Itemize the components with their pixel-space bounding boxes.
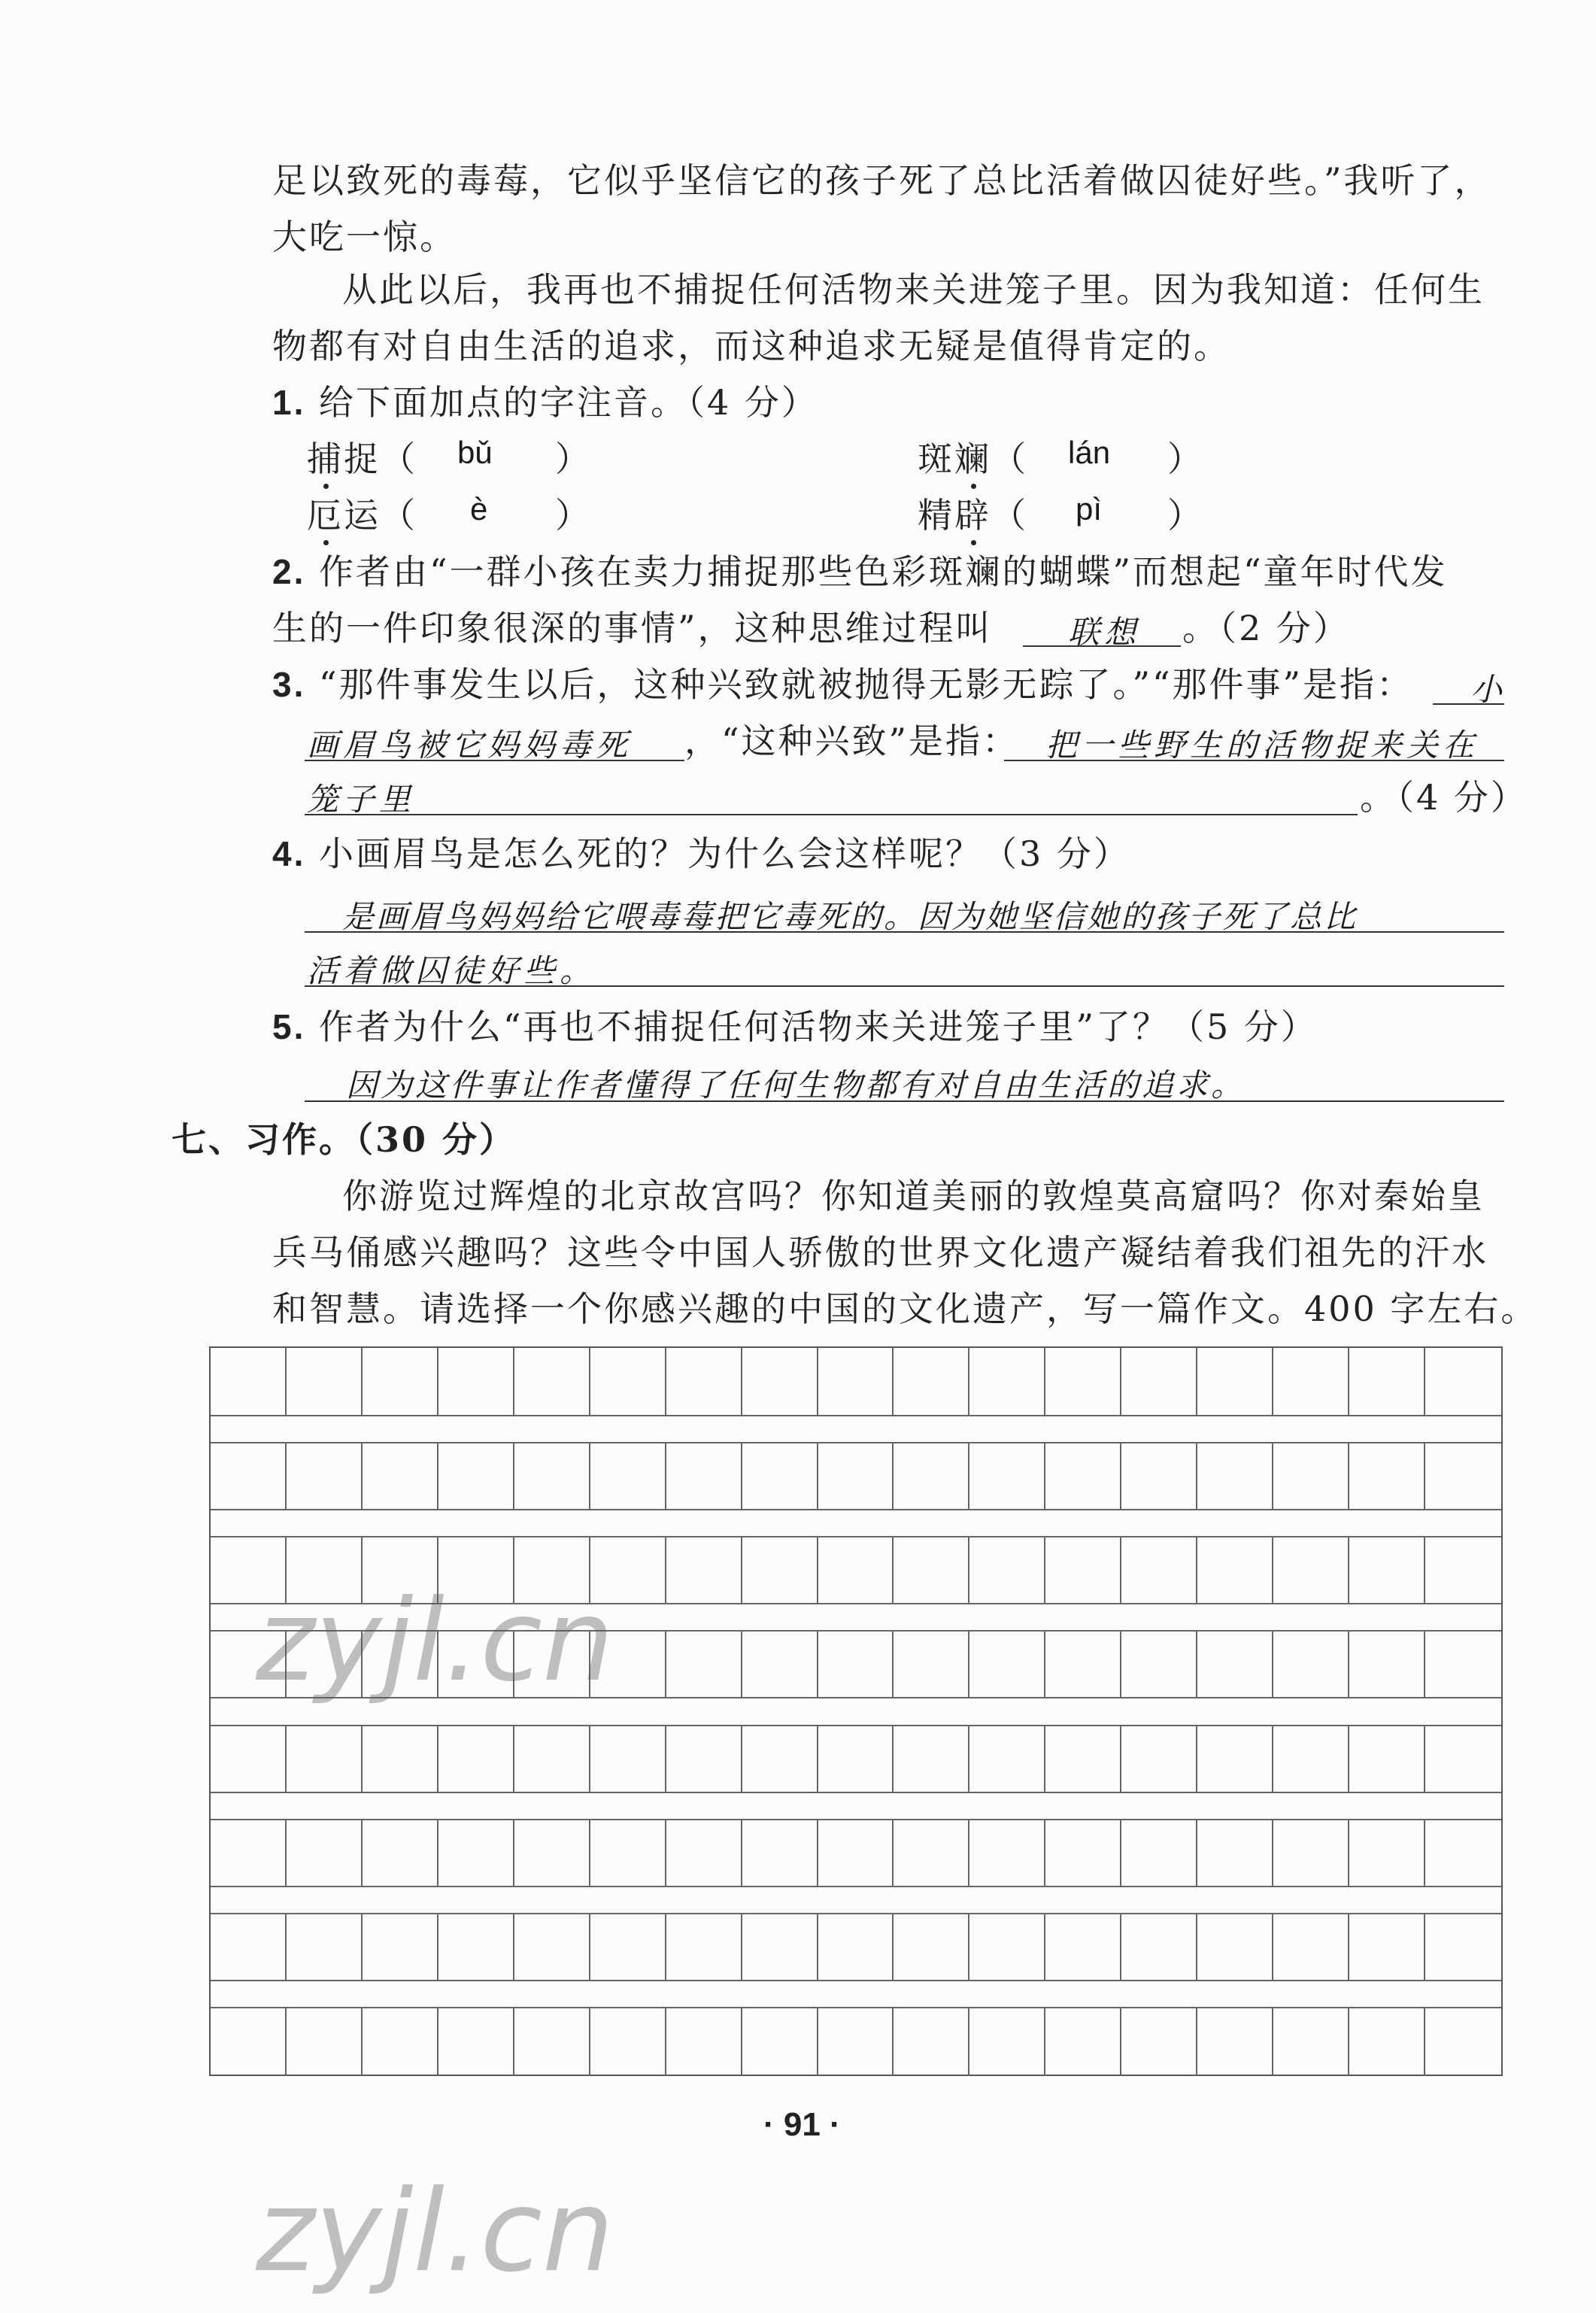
question-3 [272,662,1413,707]
grid-cell[interactable] [514,1913,590,1981]
passage-line: 大吃一惊。 [272,217,457,257]
question-text: “那件事发生以后，这种兴致就被抛得无影无踪了。”“那件事”是指： [319,664,1414,705]
grid-cell[interactable] [1121,1819,1197,1887]
grid-cell[interactable] [363,2007,438,2075]
grid-cell[interactable] [211,1725,287,1793]
grid-cell[interactable] [1197,1725,1273,1793]
grid-cell[interactable] [211,1819,287,1887]
paren: （ [991,439,1028,479]
grid-cell[interactable] [742,1630,818,1698]
answer-underline [1433,703,1504,705]
paren: ） [1167,439,1204,479]
grid-cell[interactable] [818,1442,894,1510]
grid-cell[interactable] [742,1913,818,1981]
grid-cell[interactable] [287,1348,363,1416]
grid-cell[interactable] [287,1913,363,1981]
grid-cell[interactable] [438,1442,514,1510]
answer-underline [305,931,1504,933]
question-text: 小画眉鸟是怎么死的？为什么会这样呢？（3 分） [319,833,1130,874]
prompt-line: 和智慧。请选择一个你感兴趣的中国的文化遗产，写一篇作文。400 字左右。 [272,1289,1538,1329]
dotted-char: 辟 [954,493,991,538]
grid-cell[interactable] [363,1725,438,1793]
grid-cell[interactable] [666,1819,742,1887]
answer-underline [1023,645,1181,647]
grid-cell[interactable] [1349,1348,1425,1416]
passage-line: 从此以后，我再也不捕捉任何活物来关进笼子里。因为我知道：任何生 [342,269,1485,310]
handwritten-answer: 活着做囚徒好些。 [307,952,596,989]
handwritten-answer: 把一些野生的活物捉来关在 [1045,727,1479,763]
paren: ） [1167,495,1204,536]
grid-cell[interactable] [1349,1442,1425,1510]
grid-cell[interactable] [742,2007,818,2075]
passage-line: 足以致死的毒莓，它似乎坚信它的孩子死了总比活着做囚徒好些。”我听了， [272,160,1491,201]
answer-underline [305,760,684,761]
grid-cell[interactable] [666,1348,742,1416]
grid-cell[interactable] [1121,1725,1197,1793]
paren: ） [555,495,592,536]
grid-cell[interactable] [742,1819,818,1887]
grid-cell[interactable] [1273,1442,1349,1510]
grid-cell[interactable] [590,1913,666,1981]
grid-cell[interactable] [438,1348,514,1416]
question-4 [272,831,1130,876]
grid-cell[interactable] [818,1348,894,1416]
question-text: ，“这种兴致”是指： [684,721,1020,761]
grid-cell[interactable] [1121,1913,1197,1981]
grid-cell[interactable] [590,1442,666,1510]
grid-cell[interactable] [894,1913,969,1981]
grid-cell[interactable] [1121,1442,1197,1510]
grid-cell[interactable] [363,1442,438,1510]
char: 精 [918,495,954,536]
grid-cell[interactable] [666,1442,742,1510]
question-text: 。（2 分） [1182,608,1350,648]
grid-cell[interactable] [1349,1536,1425,1604]
grid-cell[interactable] [287,1819,363,1887]
grid-row[interactable] [211,1442,1501,1510]
handwritten-answer: 笼子里 [307,781,416,818]
grid-cell[interactable] [514,2007,590,2075]
grid-cell[interactable] [666,1913,742,1981]
pinyin-answer: bǔ [457,435,493,470]
answer-underline [1004,760,1504,761]
handwritten-answer: 联想 [1068,614,1141,651]
answer-underline [305,1100,1504,1102]
grid-cell[interactable] [514,1442,590,1510]
paren: （ [381,439,417,479]
char: 捉 [344,439,381,479]
grid-cell[interactable] [818,1819,894,1887]
grid-cell[interactable] [1349,1819,1425,1887]
grid-cell[interactable] [211,2007,287,2075]
grid-cell[interactable] [894,1725,969,1793]
pinyin-answer: pì [1076,491,1103,527]
paren: ） [555,439,592,479]
grid-cell[interactable] [1197,1819,1273,1887]
grid-cell[interactable] [1273,2007,1349,2075]
pinyin-item [307,493,417,538]
grid-cell[interactable] [287,2007,363,2075]
grid-cell[interactable] [1197,1442,1273,1510]
grid-cell[interactable] [1349,1725,1425,1793]
grid-cell[interactable] [1273,1913,1349,1981]
grid-cell[interactable] [1045,1630,1121,1698]
grid-cell[interactable] [1121,1536,1197,1604]
prompt-line: 你游览过辉煌的北京故宫吗？你知道美丽的敦煌莫高窟吗？你对秦始皇 [342,1176,1485,1216]
dotted-char: 斓 [954,436,991,481]
passage-line: 物都有对自由生活的追求，而这种追求无疑是值得肯定的。 [272,326,1230,366]
handwritten-answer: 画眉鸟被它妈妈毒死 [307,727,633,763]
paren: （ [381,495,417,536]
grid-cell[interactable] [818,1630,894,1698]
grid-row[interactable] [211,1819,1501,1887]
question-text: 。（4 分） [1360,777,1528,818]
grid-cell[interactable] [1273,1819,1349,1887]
question-number: 4. [272,834,306,873]
pinyin-item [918,493,1028,538]
grid-row[interactable] [211,1348,1501,1416]
grid-cell[interactable] [1045,1819,1121,1887]
grid-cell[interactable] [1197,1630,1273,1698]
grid-cell[interactable] [894,2007,969,2075]
grid-cell[interactable] [1045,1442,1121,1510]
grid-cell[interactable] [894,1442,969,1510]
grid-cell[interactable] [969,1913,1045,1981]
question-number: 2. [272,552,306,591]
grid-cell[interactable] [969,1725,1045,1793]
grid-cell[interactable] [666,1536,742,1604]
question-number: 5. [272,1007,306,1046]
pinyin-answer: lán [1068,435,1111,470]
grid-cell[interactable] [1349,1630,1425,1698]
grid-cell[interactable] [818,2007,894,2075]
char: 斑 [918,439,954,479]
grid-cell[interactable] [894,1819,969,1887]
answer-underline [305,985,1504,987]
grid-cell[interactable] [1121,1348,1197,1416]
grid-cell[interactable] [818,1913,894,1981]
grid-cell[interactable] [287,1725,363,1793]
grid-cell[interactable] [969,1536,1045,1604]
grid-cell[interactable] [969,2007,1045,2075]
grid-cell[interactable] [1273,1725,1349,1793]
grid-cell[interactable] [1197,1536,1273,1604]
grid-cell[interactable] [969,1442,1045,1510]
prompt-line: 兵马俑感兴趣吗？这些令中国人骄傲的世界文化遗产凝结着我们祖先的汗水 [272,1232,1488,1273]
grid-cell[interactable] [514,1819,590,1887]
grid-cell[interactable] [1121,2007,1197,2075]
grid-cell[interactable] [287,1442,363,1510]
section-heading: 七、习作。（30 分） [171,1119,517,1160]
grid-cell[interactable] [211,1348,287,1416]
grid-cell[interactable] [1197,1913,1273,1981]
grid-cell[interactable] [363,1913,438,1981]
grid-cell[interactable] [590,1725,666,1793]
question-text: 作者为什么“再也不捕捉任何活物来关进笼子里”了？（5 分） [319,1006,1318,1047]
grid-cell[interactable] [1045,1536,1121,1604]
dotted-char: 厄 [307,493,344,538]
handwritten-answer: 是画眉鸟妈妈给它喂毒莓把它毒死的。因为她坚信她的孩子死了总比 [342,898,1358,935]
grid-cell[interactable] [1349,2007,1425,2075]
grid-cell[interactable] [1121,1630,1197,1698]
grid-cell[interactable] [438,1819,514,1887]
question-1 [272,380,818,425]
paren: （ [991,495,1028,536]
question-2 [272,549,1448,594]
question-text: 生的一件印象很深的事情”，这种思维过程叫 [272,608,993,648]
handwritten-answer: 小 [1470,671,1507,708]
dotted-char: 捕 [307,436,344,481]
page-number: · 91 · [763,2106,841,2143]
grid-cell[interactable] [1045,1725,1121,1793]
grid-cell[interactable] [969,1819,1045,1887]
grid-cell[interactable] [438,1913,514,1981]
pinyin-item [307,436,417,481]
grid-cell[interactable] [363,1819,438,1887]
char: 运 [344,495,381,536]
grid-row[interactable] [211,1913,1501,1981]
grid-cell[interactable] [590,2007,666,2075]
grid-row[interactable] [211,2007,1501,2075]
grid-cell[interactable] [1045,2007,1121,2075]
question-text: 作者由“一群小孩在卖力捕捉那些色彩斑斓的蝴蝶”而想起“童年时代发 [319,551,1448,592]
pinyin-answer: è [470,491,488,527]
question-number: 1. [272,383,306,422]
grid-cell[interactable] [969,1630,1045,1698]
grid-cell[interactable] [742,1348,818,1416]
grid-cell[interactable] [211,1913,287,1981]
grid-cell[interactable] [894,1630,969,1698]
grid-cell[interactable] [742,1536,818,1604]
grid-cell[interactable] [590,1819,666,1887]
grid-cell[interactable] [1273,1348,1349,1416]
grid-cell[interactable] [438,2007,514,2075]
grid-cell[interactable] [666,2007,742,2075]
grid-cell[interactable] [1273,1630,1349,1698]
grid-cell[interactable] [818,1536,894,1604]
grid-cell[interactable] [1045,1348,1121,1416]
writing-grid[interactable] [209,1346,1503,2076]
grid-cell[interactable] [742,1725,818,1793]
grid-cell[interactable] [211,1442,287,1510]
watermark: zyjl.cn [256,1576,614,1707]
answer-underline [305,814,1358,815]
grid-cell[interactable] [1045,1913,1121,1981]
grid-cell[interactable] [438,1725,514,1793]
grid-cell[interactable] [1273,1536,1349,1604]
question-number: 3. [272,665,306,704]
grid-cell[interactable] [969,1348,1045,1416]
watermark: zyjl.cn [256,2166,614,2297]
grid-cell[interactable] [1197,2007,1273,2075]
grid-cell[interactable] [514,1348,590,1416]
grid-cell[interactable] [590,1348,666,1416]
grid-cell[interactable] [894,1536,969,1604]
handwritten-answer: 因为这件事让作者懂得了任何生物都有对自由生活的追求。 [346,1067,1246,1103]
grid-cell[interactable] [894,1348,969,1416]
grid-cell[interactable] [1197,1348,1273,1416]
pinyin-item [918,436,1028,481]
grid-cell[interactable] [666,1630,742,1698]
grid-cell[interactable] [818,1725,894,1793]
grid-cell[interactable] [666,1725,742,1793]
question-5 [272,1004,1318,1049]
grid-cell[interactable] [363,1348,438,1416]
grid-row[interactable] [211,1725,1501,1793]
grid-cell[interactable] [742,1442,818,1510]
grid-cell[interactable] [1349,1913,1425,1981]
grid-cell[interactable] [514,1725,590,1793]
question-text: 给下面加点的字注音。（4 分） [319,382,818,423]
